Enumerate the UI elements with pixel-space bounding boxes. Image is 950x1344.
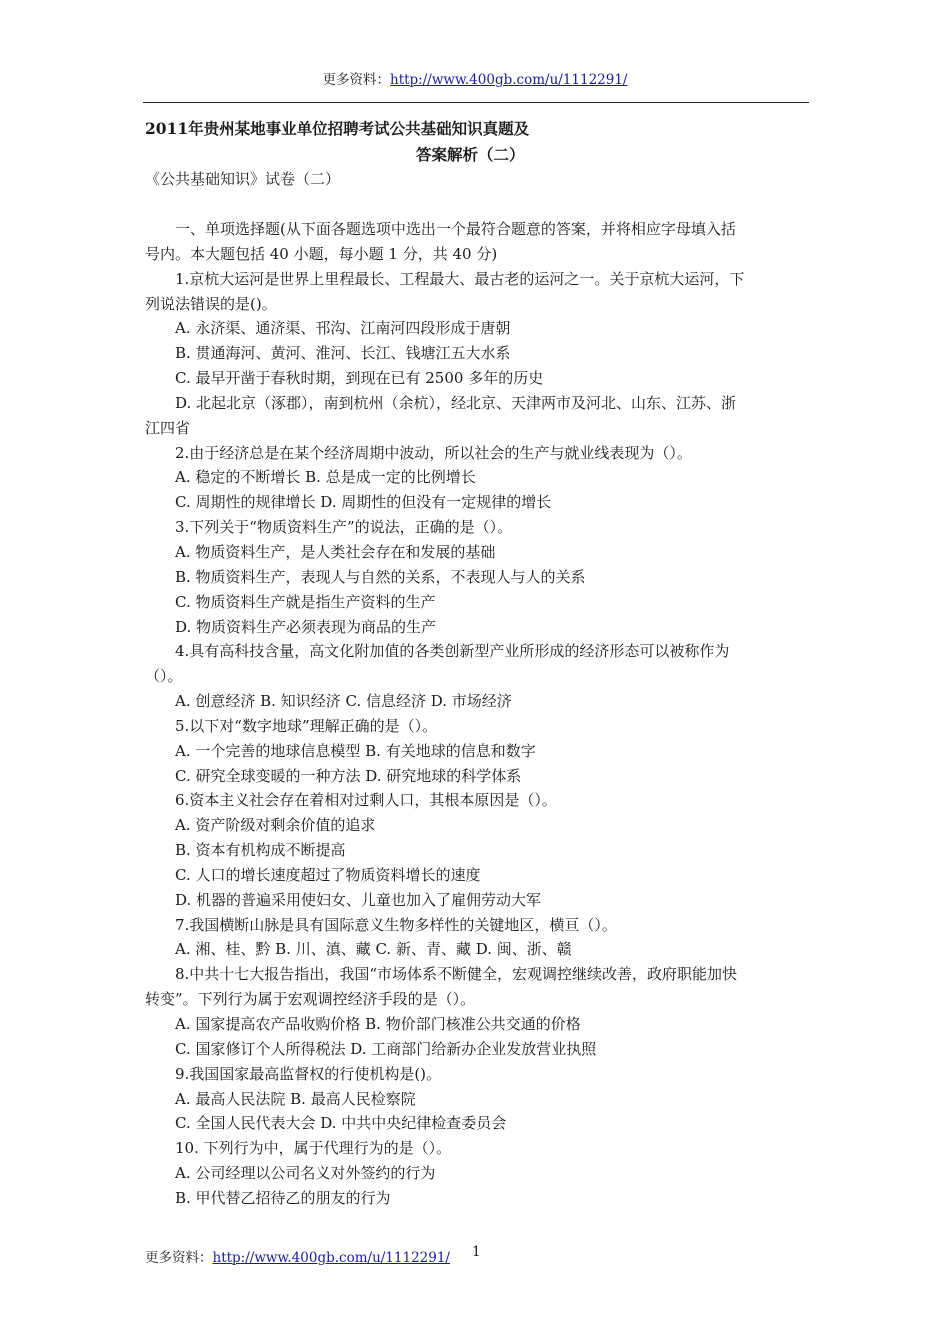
document-subtitle: 《公共基础知识》试卷（二） <box>145 170 341 188</box>
page-header <box>0 68 950 88</box>
text-line: 江四省 <box>145 418 191 437</box>
text-line: 3.下列关于“物质资料生产”的说法，正确的是（）。 <box>175 518 513 537</box>
footer-link[interactable]: http://www.400gb.com/u/1112291/ <box>212 1250 450 1266</box>
document-title-line2: 答案解析（二） <box>416 145 525 164</box>
text-line: C. 物质资料生产就是指生产资料的生产 <box>175 592 436 611</box>
text-line: B. 甲代替乙招待乙的朋友的行为 <box>175 1188 391 1207</box>
page-footer <box>145 1246 450 1266</box>
text-line: A. 创意经济 B. 知识经济 C. 信息经济 D. 市场经济 <box>175 692 512 711</box>
text-line: 一、单项选择题(从下面各题选项中选出一个最符合题意的答案，并将相应字母填入括 <box>175 220 736 238</box>
text-line: B. 贯通海河、黄河、淮河、长江、钱塘江五大水系 <box>175 344 511 363</box>
text-line: C. 研究全球变暖的一种方法 D. 研究地球的科学体系 <box>175 766 522 785</box>
text-line: 5.以下对“数字地球”理解正确的是（）。 <box>175 716 438 735</box>
text-line: A. 湘、桂、黔 B. 川、滇、藏 C. 新、青、藏 D. 闽、浙、赣 <box>175 940 572 959</box>
text-line: C. 全国人民代表大会 D. 中共中央纪律检查委员会 <box>175 1114 507 1133</box>
text-line: A. 资产阶级对剩余价值的追求 <box>175 816 376 835</box>
footer-prefix: 更多资料： <box>145 1250 213 1266</box>
text-line: A. 公司经理以公司名义对外签约的行为 <box>175 1164 436 1183</box>
text-line: 7.我国横断山脉是具有国际意义生物多样性的关键地区，横亘（）。 <box>175 915 617 934</box>
header-prefix: 更多资料： <box>322 72 390 88</box>
text-line: A. 一个完善的地球信息模型 B. 有关地球的信息和数字 <box>175 741 536 760</box>
text-line: A. 稳定的不断增长 B. 总是成一定的比例增长 <box>175 468 476 487</box>
text-line: A. 最高人民法院 B. 最高人民检察院 <box>175 1089 416 1108</box>
text-line: 6.资本主义社会存在着相对过剩人口，其根本原因是（）。 <box>175 791 557 810</box>
text-line: 8.中共十七大报告指出，我国“市场体系不断健全，宏观调控继续改善，政府职能加快 <box>175 965 737 984</box>
text-line: 10. 下列行为中，属于代理行为的是（）。 <box>175 1139 452 1158</box>
text-line: B. 物质资料生产，表现人与自然的关系，不表现人与人的关系 <box>175 567 586 586</box>
text-line: 9.我国国家最高监督权的行使机构是()。 <box>175 1064 442 1083</box>
text-line: 1.京杭大运河是世界上里程最长、工程最大、最古老的运河之一。关于京杭大运河，下 <box>175 269 745 288</box>
text-line: 列说法错误的是()。 <box>145 294 277 313</box>
document-body <box>145 217 809 1211</box>
text-line: A. 永济渠、通济渠、邗沟、江南河四段形成于唐朝 <box>175 319 511 338</box>
page-number: 1 <box>472 1244 481 1260</box>
text-line: C. 人口的增长速度超过了物质资料增长的速度 <box>175 865 481 884</box>
text-line: D. 北起北京（涿郡），南到杭州（余杭），经北京、天津两市及河北、山东、江苏、浙 <box>175 393 737 412</box>
header-link[interactable]: http://www.400gb.com/u/1112291/ <box>390 72 628 88</box>
document-title-line1: 2011年贵州某地事业单位招聘考试公共基础知识真题及 <box>145 119 530 138</box>
text-line: B. 资本有机构成不断提高 <box>175 841 346 860</box>
text-line: A. 国家提高农产品收购价格 B. 物价部门核准公共交通的价格 <box>175 1015 581 1033</box>
text-line: 转变”。下列行为属于宏观调控经济手段的是（）。 <box>145 990 476 1009</box>
text-line: D. 机器的普遍采用使妇女、儿童也加入了雇佣劳动大军 <box>175 890 542 909</box>
text-line: 4.具有高科技含量，高文化附加值的各类创新型产业所形成的经济形态可以被称作为 <box>175 642 730 661</box>
text-line: D. 物质资料生产必须表现为商品的生产 <box>175 617 437 636</box>
text-line: A. 物质资料生产，是人类社会存在和发展的基础 <box>175 542 496 561</box>
header-rule <box>143 102 809 103</box>
text-line: 号内。本大题包括 40 小题，每小题 1 分，共 40 分) <box>145 244 498 263</box>
text-line: C. 周期性的规律增长 D. 周期性的但没有一定规律的增长 <box>175 493 552 512</box>
text-line: （）。 <box>145 667 183 686</box>
text-line: C. 最早开凿于春秋时期，到现在已有 2500 多年的历史 <box>175 369 544 388</box>
text-line: C. 国家修订个人所得税法 D. 工商部门给新办企业发放营业执照 <box>175 1039 597 1058</box>
text-line: 2.由于经济总是在某个经济周期中波动，所以社会的生产与就业线表现为（）。 <box>175 443 692 462</box>
